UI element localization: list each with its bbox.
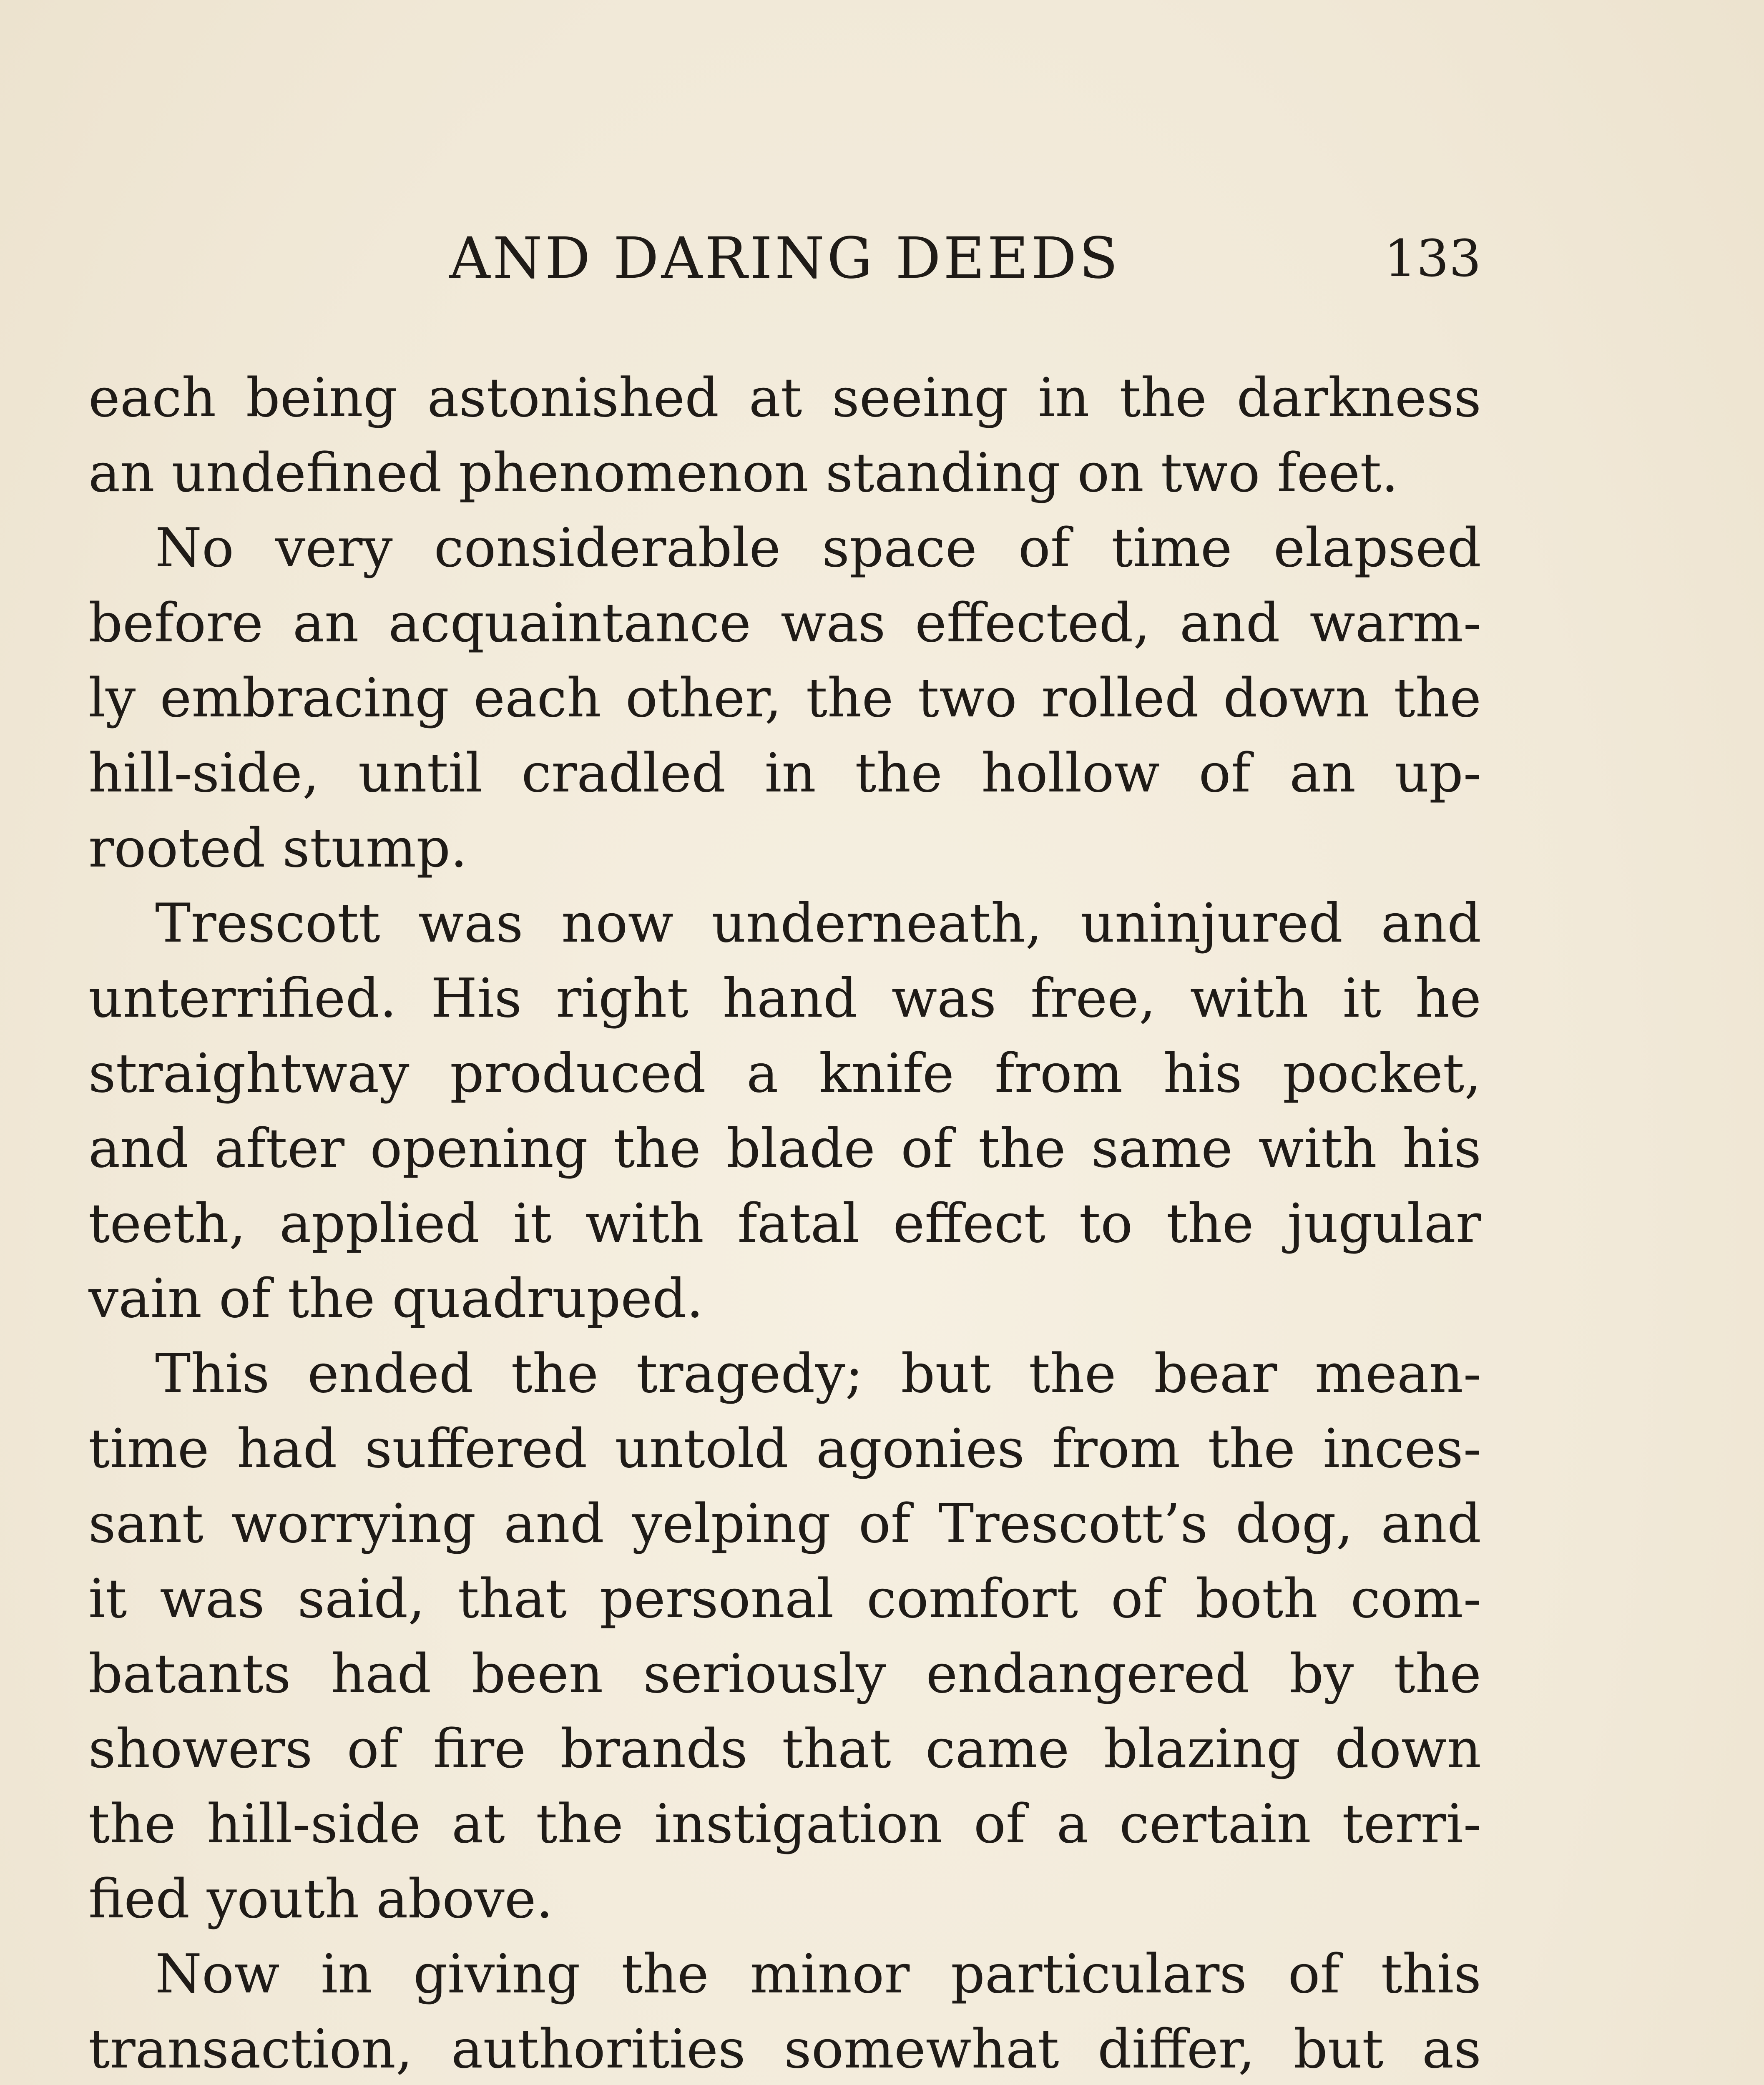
text-line: teeth, applied it with fatal effect to the jugular: [88, 1193, 1481, 1255]
text-line: sant worrying and yelping of Trescott’s dog, and: [88, 1493, 1481, 1555]
text-line: This ended the tragedy; but the bear mean-: [155, 1343, 1481, 1405]
text-line: Now in giving the minor particulars of this: [155, 1943, 1481, 2005]
text-line: ly embracing each other, the two rolled down the: [88, 667, 1481, 729]
text-line: straightway produced a knife from his pocket,: [88, 1042, 1481, 1105]
text-line: unterrified. His right hand was free, with it he: [88, 967, 1481, 1030]
text-line: and after opening the blade of the same with his: [88, 1118, 1481, 1180]
text-line: hill-side, until cradled in the hollow of an up-: [88, 742, 1481, 804]
running-head: [88, 217, 1481, 300]
text-line: Trescott was now underneath, uninjured and: [155, 892, 1481, 955]
text-line: showers of fire brands that came blazing down: [88, 1718, 1481, 1780]
text-line: time had suffered untold agonies from the inces-: [88, 1418, 1481, 1480]
page-number: 133: [1384, 229, 1481, 288]
text-line: rooted stump.: [88, 817, 467, 879]
body-text: [88, 361, 1481, 2085]
text-line: vain of the quadruped.: [88, 1268, 704, 1330]
text-line: transaction, authorities somewhat differ, but as: [88, 2018, 1481, 2080]
text-line: No very considerable space of time elapsed: [155, 517, 1481, 579]
text-line: it was said, that personal comfort of both com-: [88, 1568, 1481, 1630]
running-title: AND DARING DEEDS: [449, 226, 1121, 291]
text-line: the hill-side at the instigation of a certain terri-: [88, 1793, 1481, 1855]
text-line: before an acquaintance was effected, and warm-: [88, 592, 1481, 654]
text-line: fied youth above.: [88, 1868, 553, 1930]
text-line: each being astonished at seeing in the darkness: [88, 367, 1481, 429]
text-line: an undefined phenomenon standing on two feet.: [88, 442, 1399, 504]
text-line: batants had been seriously endangered by the: [88, 1643, 1481, 1705]
